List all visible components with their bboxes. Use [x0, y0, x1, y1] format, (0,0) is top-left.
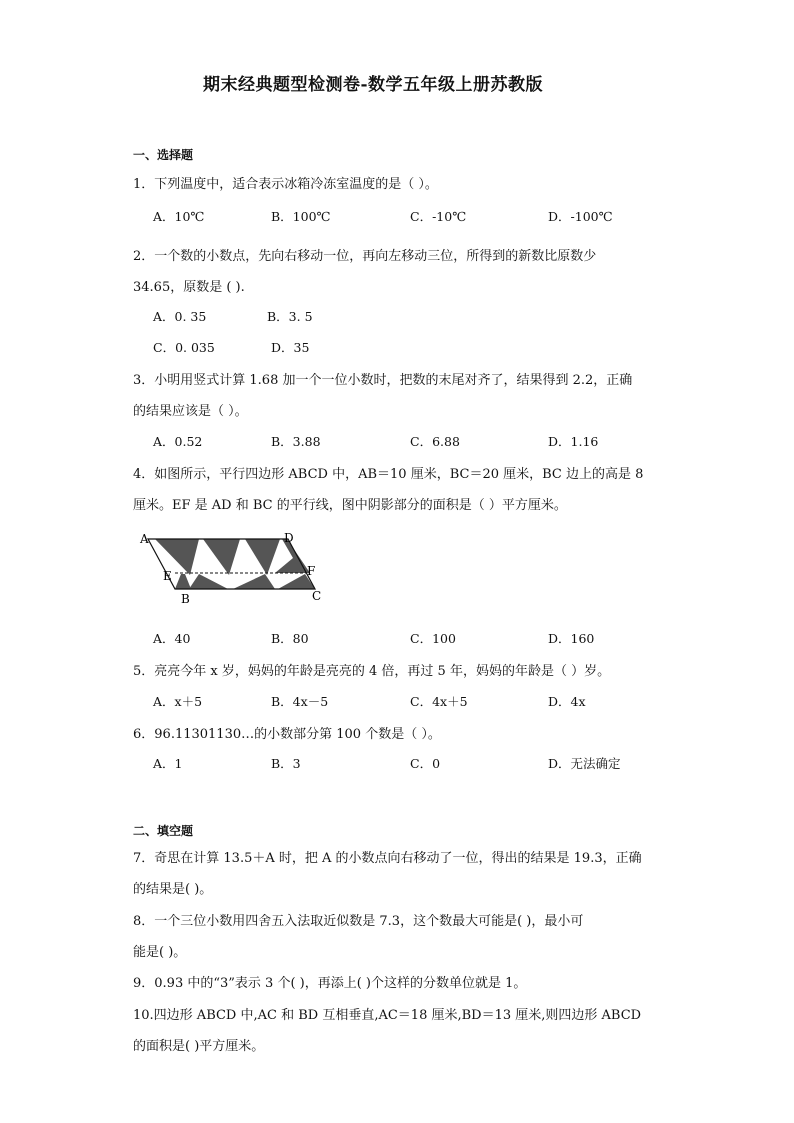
question-3-option-a: A．0.52: [153, 434, 203, 449]
question-8-line-1: 8．一个三位小数用四舍五入法取近似数是 7.3，这个数最大可能是( )，最小可: [133, 914, 584, 929]
question-10-line-1: 10.四边形 ABCD 中,AC 和 BD 互相垂直,AC＝18 厘米,BD＝13 厘米,则四边形 ABCD: [133, 1008, 642, 1023]
parallelogram-figure: [135, 528, 335, 608]
question-5-option-c: C．4x＋5: [410, 694, 468, 709]
question-1-text: 1．下列温度中，适合表示冰箱冷冻室温度的是（ ）。: [133, 177, 438, 192]
page-title: 期末经典题型检测卷-数学五年级上册苏教版: [203, 75, 544, 95]
question-10-line-2: 的面积是( )平方厘米。: [133, 1039, 265, 1054]
question-5-option-a: A．x＋5: [153, 694, 203, 709]
section-heading-fill: 二、填空题: [133, 824, 194, 838]
question-2-option-d: D．35: [271, 340, 310, 355]
question-6-option-d: D．无法确定: [548, 756, 621, 771]
question-9-text: 9．0.93 中的“3”表示 3 个( )，再添上( )个这样的分数单位就是 1。: [133, 976, 527, 991]
question-3-line-1: 3．小明用竖式计算 1.68 加一个一位小数时，把数的末尾对齐了，结果得到 2.2，正确: [133, 373, 633, 388]
question-2-line-2: 34.65，原数是 ( ).: [133, 280, 245, 295]
shaded-region: [203, 539, 240, 575]
question-2-line-1: 2．一个数的小数点，先向右移动一位，再向左移动三位，所得到的新数比原数少: [133, 249, 597, 264]
question-6-option-a: A．1: [153, 756, 183, 771]
question-5-option-b: B．4x－5: [271, 694, 329, 709]
question-5-text: 5．亮亮今年 x 岁，妈妈的年龄是亮亮的 4 倍，再过 5 年，妈妈的年龄是（ ）岁。: [133, 664, 611, 679]
question-8-line-2: 能是( )。: [133, 945, 187, 960]
question-1-option-c: C．-10℃: [410, 209, 467, 224]
vertex-label-a: A: [140, 532, 149, 546]
question-6-text: 6．96.11301130…的小数部分第 100 个数是（ ）。: [133, 727, 441, 742]
question-4-option-d: D．160: [548, 631, 595, 646]
vertex-label-b: B: [181, 592, 190, 606]
point-label-f: F: [307, 564, 316, 578]
question-3-option-c: C．6.88: [410, 434, 460, 449]
question-3-option-d: D．1.16: [548, 434, 599, 449]
shaded-region: [233, 574, 275, 589]
question-4-option-a: A．40: [153, 631, 191, 646]
vertex-label-d: D: [284, 531, 294, 545]
question-2-option-c: C．0. 035: [153, 340, 215, 355]
question-5-option-d: D．4x: [548, 694, 586, 709]
question-6-option-b: B．3: [271, 756, 301, 771]
question-3-line-2: 的结果应该是（ ）。: [133, 404, 248, 419]
question-3-option-b: B．3.88: [271, 434, 321, 449]
point-label-e: E: [163, 569, 172, 583]
shaded-region: [245, 539, 280, 575]
question-6-option-c: C．0: [410, 756, 441, 771]
question-4-line-1: 4．如图所示，平行四边形 ABCD 中，AB＝10 厘米，BC＝20 厘米，BC 边上的高是 8: [133, 467, 644, 482]
shaded-region: [155, 539, 199, 575]
question-1-option-d: D．-100℃: [548, 209, 613, 224]
section-heading-choice: 一、选择题: [133, 148, 194, 162]
question-1-option-a: A．10℃: [153, 209, 205, 224]
shaded-region: [189, 574, 228, 589]
vertex-label-c: C: [312, 589, 322, 603]
question-4-line-2: 厘米。EF 是 AD 和 BC 的平行线，图中阴影部分的面积是（ ）平方厘米。: [133, 498, 567, 513]
question-2-option-a: A．0. 35: [153, 309, 207, 324]
question-1-option-b: B．100℃: [271, 209, 331, 224]
question-4-option-c: C．100: [410, 631, 456, 646]
question-7-line-2: 的结果是( )。: [133, 882, 213, 897]
question-7-line-1: 7．奇思在计算 13.5＋A 时，把 A 的小数点向右移动了一位，得出的结果是 19.3，正确: [133, 851, 642, 866]
question-4-option-b: B．80: [271, 631, 309, 646]
question-2-option-b: B．3. 5: [267, 309, 313, 324]
shaded-region: [175, 574, 191, 589]
